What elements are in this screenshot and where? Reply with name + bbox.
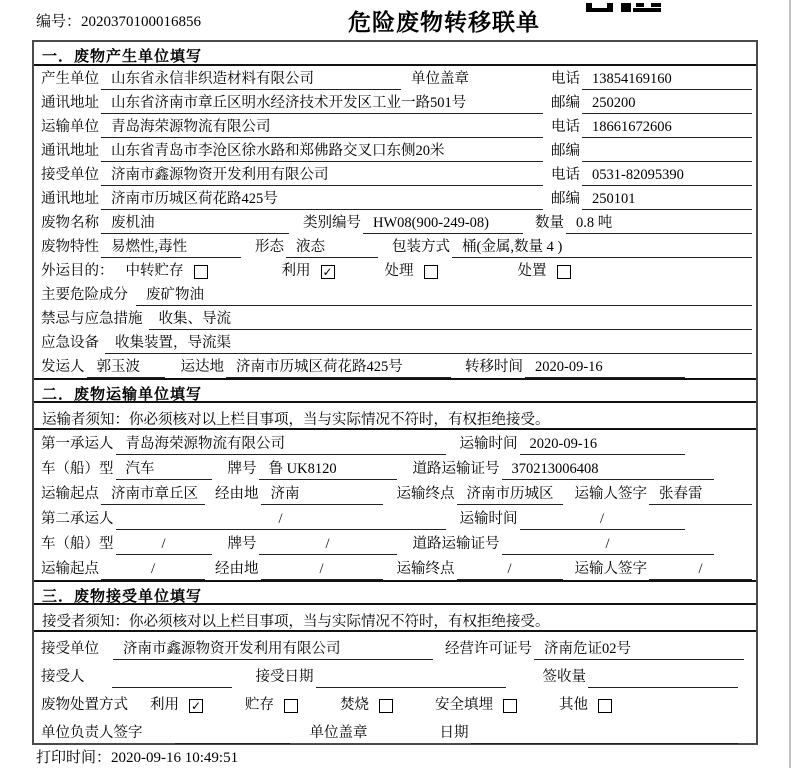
- road-permit2-label: 道路运输证号: [412, 536, 500, 552]
- purpose-treatment-checkbox: [424, 265, 438, 279]
- disposal-option-reuse: [148, 693, 203, 716]
- transport-time1-value: 2020-09-16: [520, 436, 685, 455]
- vehicle-type1-label: 车（船）型: [41, 461, 114, 477]
- row-responsible-signature: [34, 716, 756, 744]
- transport-time1-label: 运输时间: [459, 436, 518, 452]
- disposal-storage-label: 贮存: [245, 697, 274, 713]
- packing-value: 桶(金属,数量 4 ): [452, 235, 752, 258]
- page-edge-line: [789, 0, 791, 768]
- destination-label: 运达地: [180, 359, 224, 375]
- disposal-method-label: 废物处置方式: [41, 697, 128, 713]
- waste-category-value: HW08(900-249-08): [363, 215, 523, 234]
- row-producer-address: [34, 90, 756, 114]
- unit-seal2-label: 单位盖章: [309, 725, 368, 741]
- producer-phone-value: 13854169160: [582, 71, 752, 90]
- disposal-option-landfill: [433, 693, 517, 716]
- purpose-disposal-label: 处置: [517, 263, 547, 279]
- road-permit1-label: 道路运输证号: [412, 461, 500, 477]
- transport-time2-value: /: [520, 511, 685, 530]
- print-time-value: 2020-09-16 10:49:51: [111, 750, 239, 766]
- row-receive-unit: [34, 162, 756, 186]
- purpose-reuse-checkbox: ✓: [322, 265, 333, 279]
- purpose-disposal-checkbox: [557, 265, 571, 279]
- road-permit2-value: /: [502, 536, 714, 555]
- route2-origin-label: 运输起点: [41, 561, 99, 577]
- document-number-value: 2020370100016856: [81, 14, 202, 30]
- section1-header: 一．废物产生单位填写: [34, 42, 756, 66]
- emergency-equipment-value: 收集装置，导流渠: [105, 331, 752, 354]
- first-carrier-label: 第一承运人: [41, 436, 114, 452]
- disposal-storage-checkbox: [284, 699, 298, 713]
- route1-end-label: 运输终点: [396, 486, 455, 502]
- document-number-label: 编号：: [36, 14, 82, 30]
- row-emergency-measures: [34, 306, 756, 330]
- row-route1: [34, 480, 756, 505]
- print-time-label: 打印时间：: [36, 750, 112, 766]
- plate1-label: 牌号: [227, 461, 257, 477]
- hazard-component-value: 废矿物油: [136, 283, 752, 306]
- dispatcher-label: 发运人: [41, 359, 85, 375]
- disposal-other-label: 其他: [559, 697, 588, 713]
- waste-form-label: 形态: [255, 239, 284, 255]
- transport-time2-label: 运输时间: [459, 511, 518, 527]
- second-carrier-value: /: [116, 511, 446, 530]
- row-disposal-method: [34, 688, 756, 716]
- purpose-option-reuse: [280, 259, 335, 282]
- row-dispatcher: [34, 354, 756, 378]
- disposal-reuse-checkbox: ✓: [190, 699, 202, 713]
- purpose-transfer-storage-checkbox: [194, 265, 208, 279]
- destination-value: 济南市历城区荷花路425号: [226, 355, 451, 378]
- producer-zip-label: 邮编: [551, 95, 580, 111]
- row-accept-person: [34, 660, 756, 688]
- hazard-component-label: 主要危险成分: [41, 287, 128, 303]
- waste-traits-value: 易燃性,毒性: [101, 235, 241, 258]
- manifest-form: [32, 40, 758, 745]
- receive-unit-label: 接受单位: [41, 167, 99, 183]
- route2-sign-label: 运输人签字: [574, 561, 647, 577]
- receive-unit-value: 济南市鑫源物资开发利用有限公司: [101, 163, 543, 186]
- transport-phone-value: 18661672606: [582, 119, 752, 138]
- transport-phone-label: 电话: [551, 119, 580, 135]
- purpose-option-transfer-storage: [124, 259, 208, 282]
- emergency-measures-label: 禁忌与应急措施: [41, 311, 143, 327]
- section3-header: 三．废物接受单位填写: [34, 580, 756, 605]
- route1-via-value: 济南: [261, 482, 383, 505]
- receive-phone-label: 电话: [551, 167, 580, 183]
- receive-zip-value: 250101: [582, 191, 752, 210]
- waste-category-label: 类别编号: [303, 215, 361, 231]
- print-time: [36, 746, 238, 767]
- purpose-transfer-storage-label: 中转贮存: [125, 263, 184, 279]
- responsible-signature-value: [175, 742, 290, 744]
- waste-name-value: 废机油: [101, 211, 289, 234]
- row-emergency-equipment: [34, 330, 756, 354]
- route1-via-label: 经由地: [215, 486, 259, 502]
- accept-person-label: 接受人: [41, 669, 85, 685]
- accept-unit-label: 接受单位: [41, 641, 99, 657]
- route2-via-value: /: [261, 561, 383, 580]
- disposal-reuse-label: 利用: [150, 697, 179, 713]
- route1-origin-label: 运输起点: [41, 486, 99, 502]
- route2-via-label: 经由地: [215, 561, 259, 577]
- producer-address-label: 通讯地址: [41, 95, 99, 111]
- receive-phone-value: 0531-82095390: [582, 167, 752, 186]
- disposal-option-other: [557, 693, 612, 716]
- row-vehicle1: [34, 455, 756, 480]
- section2-header: 二．废物运输单位填写: [34, 378, 756, 403]
- disposal-incineration-checkbox: [379, 699, 393, 713]
- disposal-landfill-checkbox: [503, 699, 517, 713]
- waste-form-value: 液态: [286, 235, 378, 258]
- row-route2: [34, 555, 756, 580]
- receive-address-label: 通讯地址: [41, 191, 99, 207]
- accept-unit-value: 济南市鑫源物资开发利用有限公司: [113, 637, 433, 660]
- transport-address-label: 通讯地址: [41, 143, 99, 159]
- accept-date-label: 接受日期: [255, 669, 314, 685]
- row-accept-unit: [34, 632, 756, 660]
- row-transport-address: [34, 138, 756, 162]
- row-first-carrier: [34, 430, 756, 455]
- producer-address-value: 山东省济南市章丘区明水经济技术开发区工业一路501号: [101, 91, 543, 114]
- transport-unit-value: 青岛海荣源物流有限公司: [101, 115, 543, 138]
- receive-zip-label: 邮编: [551, 191, 580, 207]
- plate2-label: 牌号: [227, 536, 257, 552]
- transport-address-value: 山东省青岛市李沧区徐水路和郑佛路交叉口东侧20米: [101, 139, 543, 162]
- disposal-landfill-label: 安全填埋: [435, 697, 493, 713]
- route1-end-value: 济南市历城区: [457, 482, 563, 505]
- route1-sign-label: 运输人签字: [574, 486, 647, 502]
- producer-unit-label: 产生单位: [41, 71, 99, 87]
- transport-unit-label: 运输单位: [41, 119, 99, 135]
- row-waste-traits: [34, 234, 756, 258]
- row-waste-name: [34, 210, 756, 234]
- second-carrier-label: 第二承运人: [41, 511, 114, 527]
- responsible-signature-label: 单位负责人签字: [41, 725, 143, 741]
- road-permit1-value: 370213006408: [502, 461, 714, 480]
- row-hazard-component: [34, 282, 756, 306]
- route2-end-label: 运输终点: [396, 561, 455, 577]
- purpose-label: 外运目的：: [41, 263, 114, 279]
- producer-phone-label: 电话: [551, 71, 580, 87]
- emergency-equipment-label: 应急设备: [41, 335, 99, 351]
- row-transfer-purpose: [34, 258, 756, 282]
- transfer-time-label: 转移时间: [465, 359, 523, 375]
- route2-end-value: /: [457, 561, 563, 580]
- disposal-incineration-label: 焚烧: [340, 697, 369, 713]
- row-vehicle2: [34, 530, 756, 555]
- purpose-treatment-label: 处理: [384, 263, 414, 279]
- plate2-value: /: [259, 536, 397, 555]
- route2-sign-value: /: [649, 561, 752, 580]
- received-qty-value: [588, 686, 738, 688]
- accept-date-value: [316, 686, 506, 688]
- waste-traits-label: 废物特性: [41, 239, 99, 255]
- route1-sign-value: 张春雷: [649, 482, 752, 505]
- purpose-option-disposal: [516, 259, 571, 282]
- purpose-option-treatment: [383, 259, 438, 282]
- producer-unit-value: 山东省永信非织造材料有限公司: [101, 67, 401, 90]
- business-permit-label: 经营许可证号: [445, 641, 532, 657]
- transporter-notice: 运输者须知：你必须核对以上栏目事项，当与实际情况不符时，有权拒绝接受。: [34, 403, 756, 430]
- row-producer-unit: [34, 66, 756, 90]
- received-qty-label: 签收量: [542, 669, 586, 685]
- waste-name-label: 废物名称: [41, 215, 99, 231]
- vehicle-type2-label: 车（船）型: [41, 536, 114, 552]
- receive-address-value: 济南市历城区荷花路425号: [101, 187, 543, 210]
- row-transport-unit: [34, 114, 756, 138]
- transport-zip-value: [582, 160, 752, 162]
- waste-qty-label: 数量: [535, 215, 564, 231]
- transport-zip-label: 邮编: [551, 143, 580, 159]
- waste-qty-value: 0.8 吨: [566, 211, 752, 234]
- purpose-reuse-label: 利用: [281, 263, 311, 279]
- vehicle-type2-value: /: [116, 536, 212, 555]
- sign-date-value: [471, 742, 739, 744]
- producer-zip-value: 250200: [582, 95, 752, 114]
- disposal-other-checkbox: [598, 699, 612, 713]
- business-permit-value: 济南危证02号: [534, 637, 744, 660]
- page-title: 危险废物转移联单: [348, 9, 540, 35]
- unit-seal-label: 单位盖章: [411, 71, 469, 87]
- first-carrier-value: 青岛海荣源物流有限公司: [116, 432, 446, 455]
- transfer-time-value: 2020-09-16: [525, 359, 685, 378]
- dispatcher-value: 郭玉波: [87, 355, 165, 378]
- emergency-measures-value: 收集、导流: [149, 307, 753, 330]
- packing-label: 包装方式: [392, 239, 450, 255]
- disposal-option-incineration: [338, 693, 393, 716]
- sign-date-label: 日期: [439, 725, 469, 741]
- disposal-option-storage: [243, 693, 298, 716]
- receiver-notice: 接受者须知：你必须核对以上栏目事项，当与实际情况不符时，有权拒绝接受。: [34, 605, 756, 632]
- accept-person-value: [112, 686, 232, 688]
- row-receive-address: [34, 186, 756, 210]
- route1-origin-value: 济南市章丘区: [101, 482, 205, 505]
- row-second-carrier: [34, 505, 756, 530]
- vehicle-type1-value: 汽车: [116, 457, 212, 480]
- plate1-value: 鲁 UK8120: [259, 457, 397, 480]
- route2-origin-value: /: [101, 561, 205, 580]
